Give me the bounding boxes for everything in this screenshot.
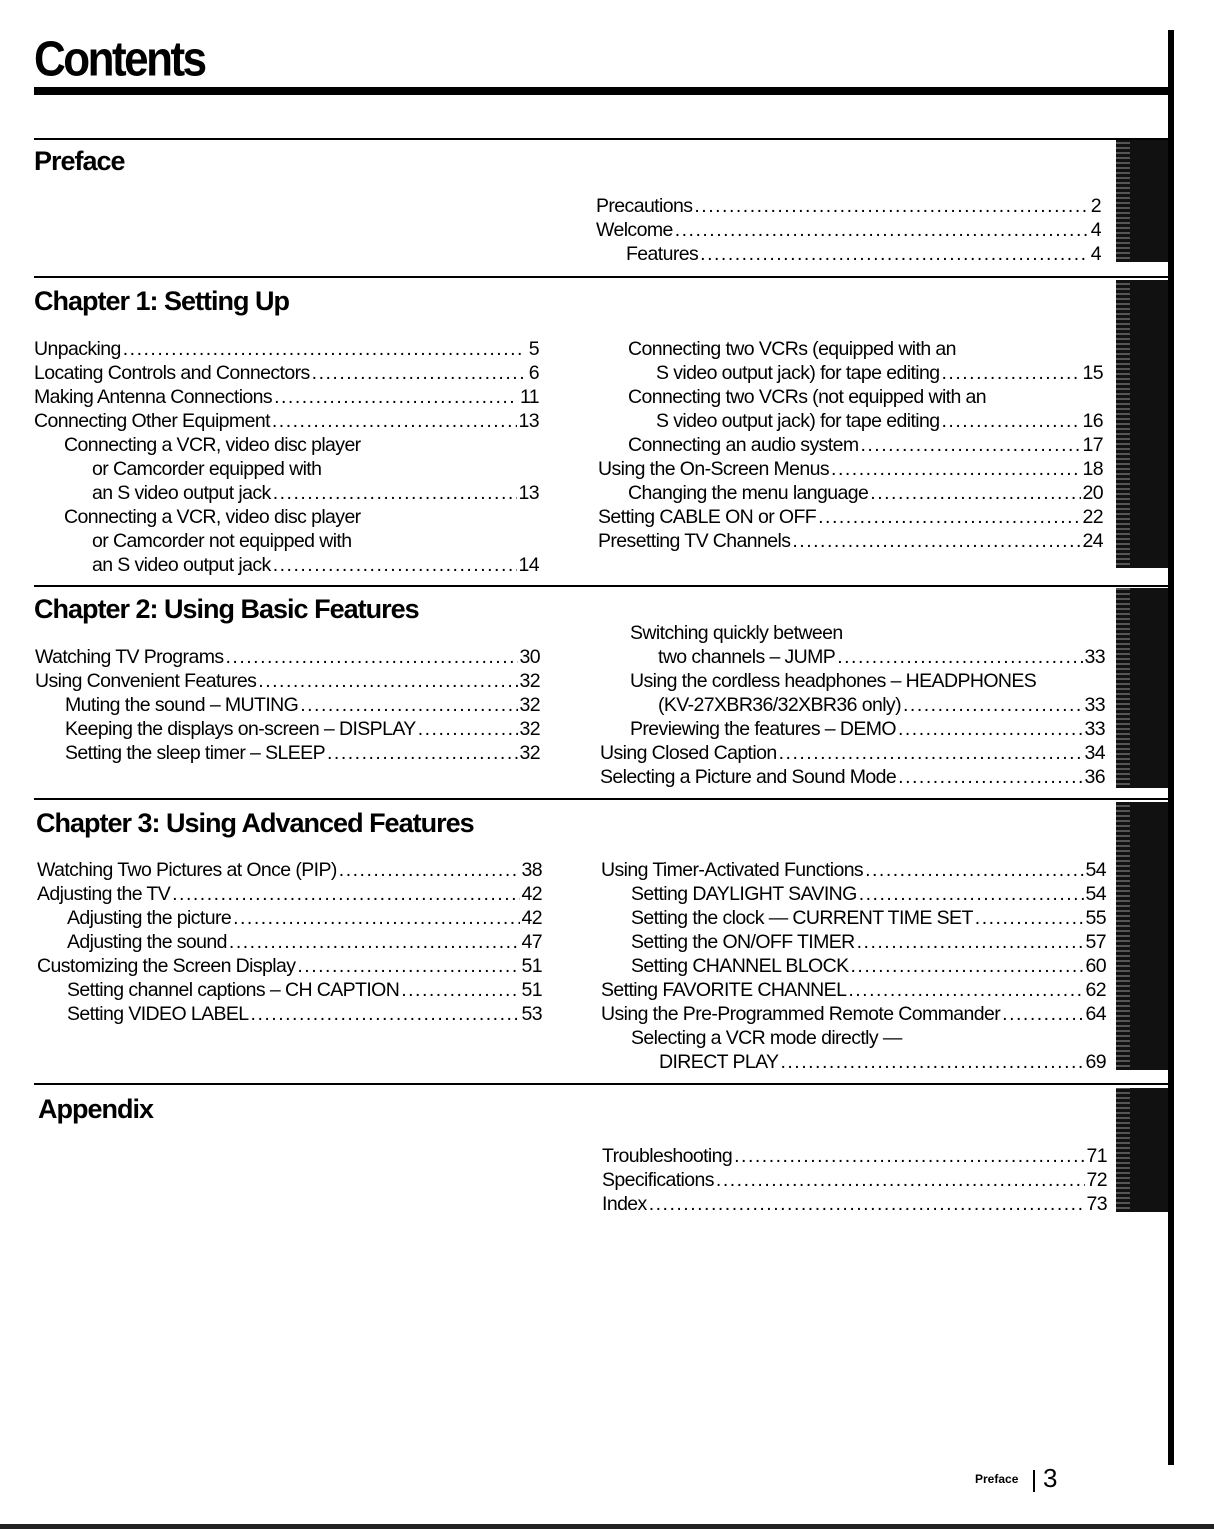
toc-entry-page: 11 bbox=[519, 386, 539, 408]
toc-entry bbox=[598, 457, 1103, 481]
toc-entry-page: 6 bbox=[528, 362, 539, 384]
dot-leader bbox=[233, 906, 519, 930]
toc-entry-page: 62 bbox=[1085, 979, 1106, 1001]
toc-entry-page: 24 bbox=[1082, 530, 1103, 552]
toc-entry-title: an S video output jack bbox=[92, 482, 271, 504]
toc-entry bbox=[35, 717, 540, 741]
toc-entry-page: 18 bbox=[1082, 458, 1103, 480]
toc-entry bbox=[598, 529, 1103, 553]
toc-entry-title: Selecting a VCR mode directly — bbox=[631, 1027, 902, 1049]
toc-entry bbox=[598, 361, 1103, 385]
page-number: 3 bbox=[1043, 1463, 1058, 1493]
toc-entry bbox=[35, 693, 540, 717]
dot-leader bbox=[848, 978, 1083, 1002]
toc-entry bbox=[598, 337, 1103, 361]
dot-leader bbox=[229, 930, 520, 954]
dot-leader bbox=[837, 645, 1082, 669]
section-rule-appendix bbox=[34, 1083, 1174, 1085]
dot-leader bbox=[942, 361, 1081, 385]
toc-entry-page: 20 bbox=[1082, 482, 1103, 504]
toc-entry-page: 34 bbox=[1084, 742, 1105, 764]
toc-entry-page: 69 bbox=[1085, 1051, 1106, 1073]
toc-entry bbox=[37, 906, 542, 930]
toc-entry-page: 32 bbox=[519, 694, 540, 716]
toc-entry bbox=[598, 433, 1103, 457]
toc-entry-title: Connecting an audio system bbox=[628, 434, 859, 456]
toc-entry-page: 32 bbox=[519, 742, 540, 764]
dot-leader bbox=[734, 1144, 1084, 1168]
toc-entry-title: Connecting a VCR, video disc player bbox=[64, 506, 361, 528]
toc-entry bbox=[601, 906, 1106, 930]
section-title-chapter2: Chapter 2: Using Basic Features bbox=[34, 594, 419, 624]
toc-entry bbox=[601, 930, 1106, 954]
toc-entry-title: DIRECT PLAY bbox=[659, 1051, 779, 1073]
toc-entry bbox=[602, 1144, 1107, 1168]
toc-entry bbox=[37, 954, 542, 978]
toc-entry-title: Setting channel captions – CH CAPTION bbox=[67, 979, 400, 1001]
toc-entry bbox=[601, 1026, 1106, 1050]
toc-entry bbox=[37, 978, 542, 1002]
dot-leader bbox=[675, 218, 1087, 242]
thumb-tab-preface bbox=[1116, 140, 1168, 262]
toc-entry-page: 2 bbox=[1090, 195, 1101, 217]
toc-entry-title: Setting DAYLIGHT SAVING bbox=[631, 883, 857, 905]
toc-entry-title: Selecting a Picture and Sound Mode bbox=[600, 766, 897, 788]
toc-entry-title: Unpacking bbox=[34, 338, 121, 360]
toc-entry-page: 5 bbox=[528, 338, 539, 360]
toc-entry-page: 57 bbox=[1085, 931, 1106, 953]
toc-entry-title: Features bbox=[626, 243, 699, 265]
dot-leader bbox=[903, 693, 1083, 717]
toc-entry bbox=[601, 882, 1106, 906]
toc-entry-page: 54 bbox=[1085, 883, 1106, 905]
section-rule-chapter1 bbox=[34, 276, 1174, 278]
right-margin-bar bbox=[1168, 30, 1174, 1465]
toc-entry bbox=[602, 1168, 1107, 1192]
toc-entry-page: 22 bbox=[1082, 506, 1103, 528]
toc-entry-title: Adjusting the sound bbox=[67, 931, 227, 953]
toc-entry bbox=[601, 1050, 1106, 1074]
dot-leader bbox=[251, 1002, 520, 1026]
toc-entry bbox=[601, 858, 1106, 882]
toc-entry-title: Setting the sleep timer – SLEEP bbox=[65, 742, 325, 764]
toc-entry-title: (KV-27XBR36/32XBR36 only) bbox=[658, 694, 901, 716]
toc-entry-title: S video output jack) for tape editing bbox=[656, 362, 940, 384]
toc-entry-title: Using the cordless headphones – HEADPHONES bbox=[630, 670, 1037, 692]
dot-leader bbox=[401, 978, 519, 1002]
toc-entry bbox=[37, 882, 542, 906]
toc-entry bbox=[600, 741, 1105, 765]
dot-leader bbox=[273, 481, 517, 505]
dot-leader bbox=[297, 954, 519, 978]
toc-entry-page: 13 bbox=[518, 482, 539, 504]
toc-entry bbox=[598, 505, 1103, 529]
toc-entry-title: Changing the menu language bbox=[628, 482, 869, 504]
toc-entry bbox=[35, 741, 540, 765]
toc-entry-title: Previewing the features – DEMO bbox=[630, 718, 896, 740]
dot-leader bbox=[312, 361, 525, 385]
toc-entry bbox=[37, 1002, 542, 1026]
thumb-tab-chapter3 bbox=[1116, 802, 1168, 1070]
dot-leader bbox=[859, 882, 1084, 906]
toc-entry bbox=[35, 645, 540, 669]
dot-leader bbox=[327, 741, 518, 765]
toc-entry bbox=[34, 505, 539, 529]
toc-list-preface-right bbox=[596, 194, 1101, 266]
section-rule-chapter2 bbox=[34, 585, 1174, 587]
toc-entry bbox=[601, 978, 1106, 1002]
toc-entry bbox=[596, 194, 1101, 218]
section-rule-preface bbox=[34, 138, 1174, 140]
toc-entry bbox=[34, 337, 539, 361]
thumb-tab-chapter1 bbox=[1116, 280, 1168, 568]
section-title-appendix: Appendix bbox=[38, 1094, 154, 1124]
toc-entry-title: or Camcorder equipped with bbox=[92, 458, 322, 480]
toc-entry-page: 51 bbox=[521, 955, 542, 977]
dot-leader bbox=[857, 930, 1084, 954]
dot-leader bbox=[649, 1192, 1085, 1216]
toc-entry-title: Setting VIDEO LABEL bbox=[67, 1003, 249, 1025]
dot-leader bbox=[792, 529, 1080, 553]
toc-entry-title: Setting CHANNEL BLOCK bbox=[631, 955, 849, 977]
title-rule bbox=[34, 87, 1172, 95]
dot-leader bbox=[831, 457, 1080, 481]
dot-leader bbox=[1002, 1002, 1083, 1026]
toc-entry-title: Using Closed Caption bbox=[600, 742, 777, 764]
toc-entry-title: Switching quickly between bbox=[630, 622, 843, 644]
toc-entry-title: Presetting TV Channels bbox=[598, 530, 791, 552]
toc-entry-title: Using Convenient Features bbox=[35, 670, 257, 692]
toc-entry bbox=[598, 385, 1103, 409]
toc-entry bbox=[37, 858, 542, 882]
toc-entry-title: Adjusting the TV bbox=[37, 883, 171, 905]
toc-entry-page: 42 bbox=[521, 907, 542, 929]
toc-entry-page: 33 bbox=[1084, 694, 1105, 716]
dot-leader bbox=[226, 645, 518, 669]
toc-entry-page: 47 bbox=[521, 931, 542, 953]
toc-list-appendix-right bbox=[602, 1144, 1107, 1216]
toc-entry bbox=[35, 669, 540, 693]
toc-entry-title: or Camcorder not equipped with bbox=[92, 530, 352, 552]
toc-entry bbox=[34, 529, 539, 553]
toc-list-chapter1-left bbox=[34, 337, 539, 577]
dot-leader bbox=[860, 433, 1080, 457]
toc-entry-title: two channels – JUMP bbox=[658, 646, 836, 668]
toc-entry-title: Connecting Other Equipment bbox=[34, 410, 270, 432]
toc-entry-page: 32 bbox=[519, 718, 540, 740]
dot-leader bbox=[975, 906, 1084, 930]
toc-entry bbox=[34, 409, 539, 433]
toc-entry-page: 64 bbox=[1085, 1003, 1106, 1025]
toc-entry-title: Precautions bbox=[596, 195, 693, 217]
toc-entry bbox=[34, 433, 539, 457]
dot-leader bbox=[716, 1168, 1085, 1192]
toc-entry-page: 72 bbox=[1086, 1169, 1107, 1191]
bottom-edge bbox=[0, 1524, 1214, 1529]
page-title: Contents bbox=[34, 32, 205, 87]
section-title-chapter3: Chapter 3: Using Advanced Features bbox=[36, 808, 474, 838]
toc-entry-page: 38 bbox=[521, 859, 542, 881]
dot-leader bbox=[172, 882, 519, 906]
toc-entry-page: 53 bbox=[521, 1003, 542, 1025]
toc-entry bbox=[601, 1002, 1106, 1026]
toc-entry-title: Connecting two VCRs (not equipped with an bbox=[628, 386, 987, 408]
toc-entry-title: Connecting a VCR, video disc player bbox=[64, 434, 361, 456]
toc-entry bbox=[37, 930, 542, 954]
dot-leader bbox=[779, 741, 1083, 765]
toc-entry-title: Setting FAVORITE CHANNEL bbox=[601, 979, 847, 1001]
section-rule-chapter3 bbox=[34, 798, 1174, 800]
toc-entry bbox=[34, 385, 539, 409]
toc-entry-page: 36 bbox=[1084, 766, 1105, 788]
toc-entry-title: Specifications bbox=[602, 1169, 714, 1191]
dot-leader bbox=[942, 409, 1081, 433]
toc-entry-title: Setting CABLE ON or OFF bbox=[598, 506, 817, 528]
dot-leader bbox=[300, 693, 517, 717]
toc-entry-page: 55 bbox=[1085, 907, 1106, 929]
toc-entry-title: Using Timer-Activated Functions bbox=[601, 859, 864, 881]
toc-entry-title: Watching Two Pictures at Once (PIP) bbox=[37, 859, 337, 881]
toc-entry-page: 17 bbox=[1082, 434, 1103, 456]
toc-entry bbox=[34, 457, 539, 481]
toc-entry-title: an S video output jack bbox=[92, 554, 271, 576]
toc-entry bbox=[596, 242, 1101, 266]
dot-leader bbox=[780, 1050, 1083, 1074]
toc-entry-title: Making Antenna Connections bbox=[34, 386, 273, 408]
toc-list-chapter2-right bbox=[600, 621, 1105, 789]
dot-leader bbox=[898, 765, 1082, 789]
toc-entry-title: Using the On-Screen Menus bbox=[598, 458, 830, 480]
toc-entry bbox=[600, 645, 1105, 669]
section-title-chapter1: Chapter 1: Setting Up bbox=[34, 286, 290, 316]
toc-entry-title: Index bbox=[602, 1193, 647, 1215]
toc-entry-page: 60 bbox=[1085, 955, 1106, 977]
toc-entry bbox=[34, 361, 539, 385]
thumb-tab-appendix bbox=[1116, 1088, 1168, 1212]
toc-entry bbox=[602, 1192, 1107, 1216]
dot-leader bbox=[273, 553, 517, 577]
toc-entry-title: Keeping the displays on-screen – DISPLAY bbox=[65, 718, 416, 740]
toc-entry-title: Watching TV Programs bbox=[35, 646, 224, 668]
dot-leader bbox=[865, 858, 1083, 882]
toc-list-chapter1-right bbox=[598, 337, 1103, 553]
toc-entry-page: 71 bbox=[1086, 1145, 1107, 1167]
toc-list-chapter3-left bbox=[37, 858, 542, 1026]
toc-list-chapter2-left bbox=[35, 645, 540, 765]
toc-entry-page: 33 bbox=[1084, 718, 1105, 740]
toc-entry bbox=[34, 481, 539, 505]
toc-list-chapter3-right bbox=[601, 858, 1106, 1074]
toc-entry-page: 16 bbox=[1082, 410, 1103, 432]
toc-entry bbox=[600, 765, 1105, 789]
toc-entry-title: Locating Controls and Connectors bbox=[34, 362, 310, 384]
toc-entry bbox=[600, 621, 1105, 645]
toc-entry-page: 4 bbox=[1090, 243, 1101, 265]
toc-entry bbox=[598, 409, 1103, 433]
thumb-tab-chapter2 bbox=[1116, 588, 1168, 788]
footer-section-label: Preface bbox=[975, 1472, 1019, 1486]
toc-entry-page: 32 bbox=[519, 670, 540, 692]
toc-entry-title: Welcome bbox=[596, 219, 673, 241]
toc-entry-title: Using the Pre-Programmed Remote Commander bbox=[601, 1003, 1001, 1025]
toc-entry-page: 4 bbox=[1090, 219, 1101, 241]
toc-entry-title: Troubleshooting bbox=[602, 1145, 733, 1167]
dot-leader bbox=[694, 194, 1087, 218]
dot-leader bbox=[418, 717, 518, 741]
toc-entry bbox=[596, 218, 1101, 242]
toc-entry-title: Muting the sound – MUTING bbox=[65, 694, 299, 716]
dot-leader bbox=[339, 858, 520, 882]
footer-divider bbox=[1033, 1470, 1035, 1492]
dot-leader bbox=[870, 481, 1080, 505]
dot-leader bbox=[274, 385, 518, 409]
dot-leader bbox=[123, 337, 525, 361]
toc-entry-page: 15 bbox=[1082, 362, 1103, 384]
toc-entry-page: 51 bbox=[521, 979, 542, 1001]
toc-entry-page: 33 bbox=[1084, 646, 1105, 668]
dot-leader bbox=[851, 954, 1084, 978]
toc-entry-title: Setting the clock — CURRENT TIME SET bbox=[631, 907, 973, 929]
toc-entry-page: 30 bbox=[519, 646, 540, 668]
dot-leader bbox=[700, 242, 1087, 266]
toc-entry bbox=[600, 669, 1105, 693]
section-title-preface: Preface bbox=[34, 146, 125, 176]
toc-entry-page: 54 bbox=[1085, 859, 1106, 881]
toc-entry bbox=[600, 717, 1105, 741]
toc-entry-page: 42 bbox=[521, 883, 542, 905]
dot-leader bbox=[272, 409, 517, 433]
toc-entry-page: 13 bbox=[518, 410, 539, 432]
toc-entry bbox=[600, 693, 1105, 717]
toc-entry-title: S video output jack) for tape editing bbox=[656, 410, 940, 432]
toc-entry bbox=[34, 553, 539, 577]
dot-leader bbox=[898, 717, 1083, 741]
toc-entry-page: 73 bbox=[1086, 1193, 1107, 1215]
toc-entry-title: Customizing the Screen Display bbox=[37, 955, 296, 977]
toc-entry-page: 14 bbox=[518, 554, 539, 576]
toc-entry bbox=[598, 481, 1103, 505]
toc-entry-title: Adjusting the picture bbox=[67, 907, 232, 929]
dot-leader bbox=[818, 505, 1080, 529]
toc-entry-title: Setting the ON/OFF TIMER bbox=[631, 931, 855, 953]
dot-leader bbox=[258, 669, 517, 693]
toc-entry-title: Connecting two VCRs (equipped with an bbox=[628, 338, 956, 360]
toc-entry bbox=[601, 954, 1106, 978]
